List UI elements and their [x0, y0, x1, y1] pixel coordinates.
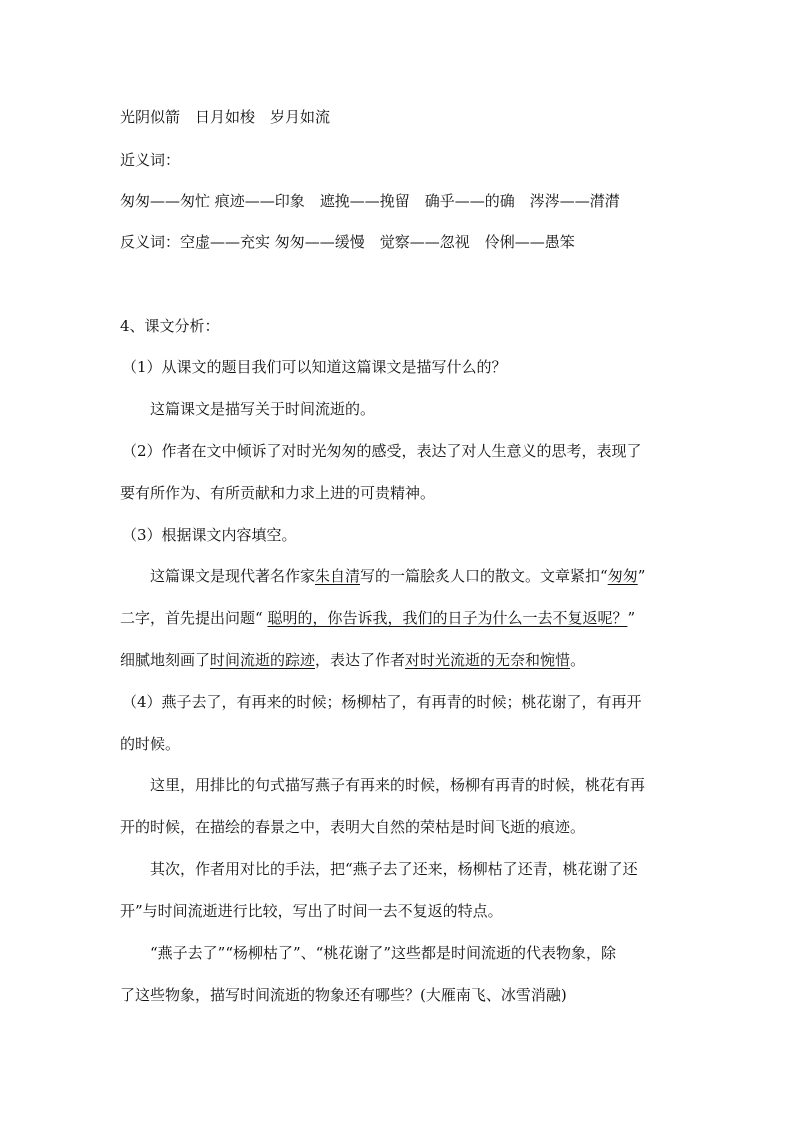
paragraph-text: 写的一篇脍炙人口的散文。文章紧扣“ — [360, 567, 608, 585]
paragraph-4-line-1: 这里，用排比的句式描写燕子有再来的时候，杨柳有再青的时候，桃花有再 — [150, 776, 646, 794]
paragraph-6-line-2: 了这些物象，描写时间流逝的物象还有哪些？(大雁南飞、冰雪消融) — [120, 986, 567, 1004]
trace-blank: 时间流逝的踪迹 — [210, 651, 316, 669]
feeling-blank: 对时光流逝的无奈和惋惜 — [405, 651, 571, 669]
question-1: （1）从课文的题目我们可以知道这篇课文是描写什么的？ — [122, 358, 507, 376]
answer-1: 这篇课文是描写关于时间流逝的。 — [150, 400, 376, 418]
paragraph-text: 细腻地刻画了 — [120, 651, 211, 669]
period: 。 — [570, 651, 586, 669]
paragraph-5-line-1: 其次，作者用对比的手法，把“燕子去了还来，杨柳枯了还青，桃花谢了还 — [150, 860, 638, 878]
synonyms-title: 近义词： — [120, 151, 181, 169]
synonyms-line: 匆匆——匆忙 痕迹——印象 遮挽——挽留 确乎——的确 涔涔——潸潸 — [120, 192, 620, 210]
paragraph-5-line-2: 开”与时间流逝进行比较，写出了时间一去不复返的特点。 — [120, 902, 503, 920]
question-blank: 聪明的，你告诉我，我们的日子为什么一去不复返呢？ — [267, 609, 628, 627]
paragraph-text: ，表达了作者 — [315, 651, 406, 669]
analysis-title: 4、课文分析： — [120, 317, 220, 335]
idioms-line: 光阴似箭 日月如梭 岁月如流 — [120, 108, 331, 126]
question-2-line-1: （2）作者在文中倾诉了对时光匆匆的感受，表达了对人生意义的思考，表现了 — [122, 442, 642, 460]
paragraph-text: 这篇课文是现代著名作家 — [150, 567, 316, 585]
paragraph-4-line-2: 开的时候，在描绘的春景之中，表明大自然的荣枯是时间飞逝的痕迹。 — [120, 818, 586, 836]
antonyms-line: 反义词：空虚——充实 匆匆——缓慢 觉察——忽视 伶俐——愚笨 — [120, 233, 575, 251]
question-3: （3）根据课文内容填空。 — [122, 526, 297, 544]
paragraph-3-line-3 — [120, 650, 680, 670]
quote-mark: ” — [637, 567, 646, 585]
paragraph-6-line-1: “燕子去了”“杨柳枯了”、“桃花谢了”这些都是时间流逝的代表物象，除 — [150, 944, 617, 962]
question-4-line-1: （4）燕子去了，有再来的时候；杨柳枯了，有再青的时候；桃花谢了，有再开 — [122, 693, 642, 711]
question-2-line-2: 要有所作为、有所贡献和力求上进的可贵精神。 — [120, 484, 436, 502]
question-4-line-2: 的时候。 — [120, 735, 181, 753]
author-blank: 朱自清 — [315, 567, 361, 585]
paragraph-3-line-2 — [120, 608, 680, 628]
quote-mark: ” — [627, 609, 636, 627]
keyword-blank: 匆匆 — [607, 567, 638, 585]
paragraph-3-line-1 — [150, 566, 710, 586]
paragraph-text: 二字，首先提出问题“ — [120, 609, 268, 627]
